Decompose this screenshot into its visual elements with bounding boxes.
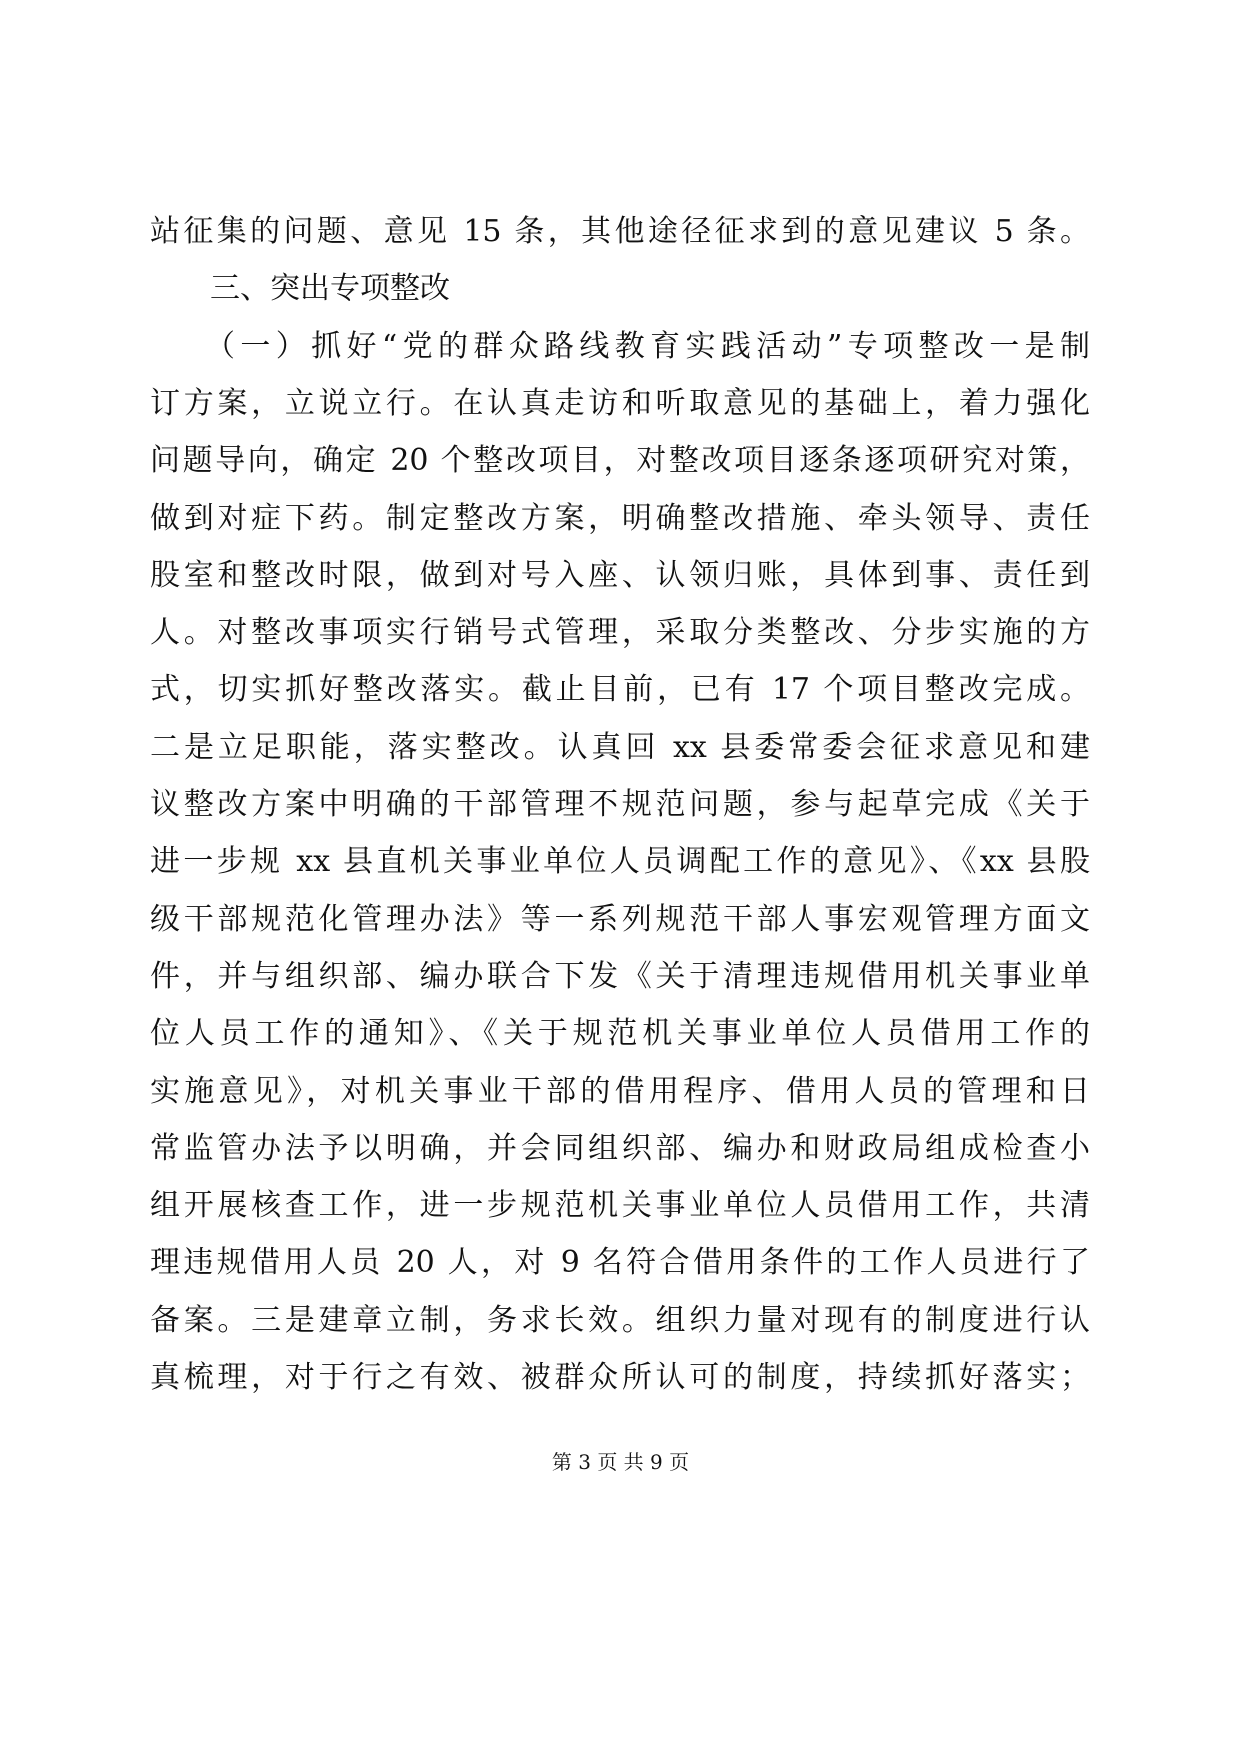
body-text-line: 问题导向，确定 20 个整改项目，对整改项目逐条逐项研究对策，: [150, 443, 1090, 479]
body-text-line: 件，并与组织部、编办联合下发《关于清理违规借用机关事业单: [150, 958, 1090, 994]
page-footer: 第 3 页 共 9 页: [551, 1450, 690, 1474]
body-text-line: 真梳理，对于行之有效、被群众所认可的制度，持续抓好落实；: [150, 1360, 1090, 1395]
body-text-line: 组开展核查工作，进一步规范机关事业单位人员借用工作，共清: [150, 1188, 1090, 1224]
body-text-line: 议整改方案中明确的干部管理不规范问题，参与起草完成《关于: [150, 787, 1090, 822]
body-text-line: 常监管办法予以明确，并会同组织部、编办和财政局组成检查小: [150, 1130, 1090, 1166]
body-text-line: 站征集的问题、意见 15 条，其他途径征求到的意见建议 5 条。: [150, 214, 1090, 249]
body-text-line: 式，切实抓好整改落实。截止目前，已有 17 个项目整改完成。: [150, 672, 1090, 708]
body-text-line: 订方案，立说立行。在认真走访和听取意见的基础上，着力强化: [150, 385, 1090, 421]
section-heading: 三、突出专项整改: [210, 271, 450, 307]
body-text-line: 位人员工作的通知》、《关于规范机关事业单位人员借用工作的: [150, 1016, 1090, 1052]
body-text-line: 进一步规 xx 县直机关事业单位人员调配工作的意见》、《xx 县股: [150, 844, 1090, 880]
body-text-line: 人。对整改事项实行销号式管理，采取分类整改、分步实施的方: [150, 615, 1090, 651]
body-text-line: （一）抓好“党的群众路线教育实践活动”专项整改一是制: [205, 328, 1090, 364]
body-text-line: 级干部规范化管理办法》等一系列规范干部人事宏观管理方面文: [150, 901, 1090, 937]
body-text-line: 理违规借用人员 20 人，对 9 名符合借用条件的工作人员进行了: [150, 1245, 1090, 1281]
body-text-line: 二是立足职能，落实整改。认真回 xx 县委常委会征求意见和建: [150, 729, 1090, 765]
body-text-line: 做到对症下药。制定整改方案，明确整改措施、牵头领导、责任: [150, 500, 1090, 536]
body-text-line: 备案。三是建章立制，务求长效。组织力量对现有的制度进行认: [150, 1302, 1090, 1338]
body-text-line: 股室和整改时限，做到对号入座、认领归账，具体到事、责任到: [150, 557, 1090, 593]
body-text-line: 实施意见》，对机关事业干部的借用程序、借用人员的管理和日: [150, 1073, 1090, 1109]
